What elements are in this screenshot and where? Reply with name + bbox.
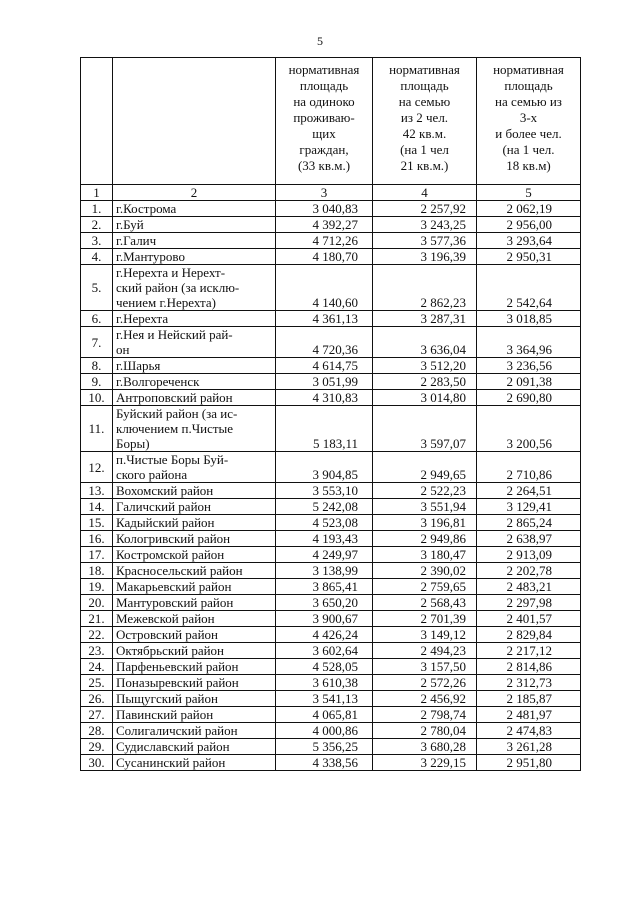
table-row (81, 390, 581, 406)
area-name: Островский район (113, 627, 276, 643)
column-number: 3 (276, 185, 373, 201)
header-line: проживаю- (293, 110, 355, 125)
area-name-line: Боры) (116, 436, 150, 451)
area-name: Павинский район (113, 707, 276, 723)
row-number: 15. (81, 515, 113, 531)
value-family-three: 2 217,12 (477, 643, 581, 659)
area-name: Межевской район (113, 611, 276, 627)
area-name: Макарьевский район (113, 579, 276, 595)
table-row (81, 327, 581, 358)
row-number: 12. (81, 452, 113, 483)
value-family-three: 2 913,09 (477, 547, 581, 563)
row-number: 13. (81, 483, 113, 499)
row-number: 23. (81, 643, 113, 659)
row-number: 3. (81, 233, 113, 249)
area-name-line: Буйский район (за ис- (116, 406, 238, 421)
value-family-three: 2 542,64 (477, 265, 581, 311)
area-name: Мантуровский район (113, 595, 276, 611)
value-family-two: 2 780,04 (373, 723, 477, 739)
value-family-two: 2 494,23 (373, 643, 477, 659)
row-number: 16. (81, 531, 113, 547)
value-family-three: 2 474,83 (477, 723, 581, 739)
table-row (81, 579, 581, 595)
area-name: Кадыйский район (113, 515, 276, 531)
header-line: (на 1 чел (400, 142, 449, 157)
value-single: 4 338,56 (276, 755, 373, 771)
table-row (81, 265, 581, 311)
value-family-three: 2 638,97 (477, 531, 581, 547)
table-row (81, 675, 581, 691)
value-family-three: 2 091,38 (477, 374, 581, 390)
value-family-two: 3 597,07 (373, 406, 477, 452)
table-row (81, 531, 581, 547)
header-cell-family-three (477, 58, 581, 185)
table-row (81, 691, 581, 707)
column-number: 1 (81, 185, 113, 201)
row-number: 1. (81, 201, 113, 217)
header-cell-number (81, 58, 113, 185)
area-name: г.Кострома (113, 201, 276, 217)
housing-cost-table (80, 57, 581, 771)
value-single: 4 180,70 (276, 249, 373, 265)
value-family-three: 2 950,31 (477, 249, 581, 265)
area-name: Костромской район (113, 547, 276, 563)
area-name-line: ский район (за исклю- (116, 280, 240, 295)
area-name (113, 406, 276, 452)
value-family-three: 3 293,64 (477, 233, 581, 249)
area-name (113, 265, 276, 311)
area-name: Солигаличский район (113, 723, 276, 739)
value-family-three: 2 062,19 (477, 201, 581, 217)
header-line: 42 кв.м. (402, 126, 447, 141)
table-row (81, 374, 581, 390)
row-number: 26. (81, 691, 113, 707)
area-name: г.Буй (113, 217, 276, 233)
value-family-two: 2 522,23 (373, 483, 477, 499)
table-row (81, 563, 581, 579)
area-name: Парфеньевский район (113, 659, 276, 675)
row-number: 9. (81, 374, 113, 390)
area-name: Кологривский район (113, 531, 276, 547)
header-line: на семью (398, 94, 451, 109)
area-name: Сусанинский район (113, 755, 276, 771)
value-family-two: 3 636,04 (373, 327, 477, 358)
value-family-two: 2 568,43 (373, 595, 477, 611)
value-family-two: 2 862,23 (373, 265, 477, 311)
row-number: 6. (81, 311, 113, 327)
row-number: 8. (81, 358, 113, 374)
row-number: 11. (81, 406, 113, 452)
value-single: 5 356,25 (276, 739, 373, 755)
value-family-three: 2 814,86 (477, 659, 581, 675)
value-family-two: 3 157,50 (373, 659, 477, 675)
value-family-three: 2 483,21 (477, 579, 581, 595)
value-family-two: 2 257,92 (373, 201, 477, 217)
value-family-two: 3 229,15 (373, 755, 477, 771)
value-family-three: 2 185,87 (477, 691, 581, 707)
table-row (81, 483, 581, 499)
table-row (81, 547, 581, 563)
header-line: граждан, (299, 142, 349, 157)
value-family-two: 3 149,12 (373, 627, 477, 643)
header-cell-single (276, 58, 373, 185)
area-name: Галичский район (113, 499, 276, 515)
value-family-three: 2 264,51 (477, 483, 581, 499)
table-header-row (81, 58, 581, 185)
area-name-line: г.Нея и Нейский рай- (116, 327, 233, 342)
table-row (81, 739, 581, 755)
value-family-two: 3 551,94 (373, 499, 477, 515)
value-single: 4 426,24 (276, 627, 373, 643)
value-family-two: 2 456,92 (373, 691, 477, 707)
value-family-two: 2 759,65 (373, 579, 477, 595)
value-family-three: 2 202,78 (477, 563, 581, 579)
value-family-three: 3 261,28 (477, 739, 581, 755)
value-single: 4 614,75 (276, 358, 373, 374)
value-single: 4 528,05 (276, 659, 373, 675)
value-single: 4 720,36 (276, 327, 373, 358)
value-family-three: 3 364,96 (477, 327, 581, 358)
row-number: 4. (81, 249, 113, 265)
row-number: 22. (81, 627, 113, 643)
table-row (81, 233, 581, 249)
value-family-three: 3 200,56 (477, 406, 581, 452)
header-line: (на 1 чел. (502, 142, 555, 157)
value-family-two: 2 798,74 (373, 707, 477, 723)
value-family-two: 3 196,39 (373, 249, 477, 265)
header-line: на одиноко (293, 94, 355, 109)
row-number: 29. (81, 739, 113, 755)
value-single: 3 138,99 (276, 563, 373, 579)
area-name-line: ключением п.Чистые (116, 421, 234, 436)
row-number: 5. (81, 265, 113, 311)
row-number: 21. (81, 611, 113, 627)
table-row (81, 707, 581, 723)
value-single: 3 900,67 (276, 611, 373, 627)
table-row (81, 452, 581, 483)
value-family-two: 2 949,86 (373, 531, 477, 547)
header-line: щих (312, 126, 336, 141)
column-number: 2 (113, 185, 276, 201)
header-line: нормативная (389, 62, 460, 77)
table-row (81, 499, 581, 515)
header-cell-family-two (373, 58, 477, 185)
value-family-two: 2 949,65 (373, 452, 477, 483)
row-number: 10. (81, 390, 113, 406)
header-line: площадь (299, 78, 349, 93)
area-name-line: ского района (116, 467, 188, 482)
table-row (81, 611, 581, 627)
table-row (81, 515, 581, 531)
header-line: на семью из (495, 94, 562, 109)
value-family-three: 3 018,85 (477, 311, 581, 327)
value-single: 3 610,38 (276, 675, 373, 691)
area-name-line: г.Нерехта и Нерехт- (116, 265, 226, 280)
value-family-two: 3 196,81 (373, 515, 477, 531)
value-family-three: 2 690,80 (477, 390, 581, 406)
row-number: 18. (81, 563, 113, 579)
area-name: г.Галич (113, 233, 276, 249)
table-row (81, 201, 581, 217)
row-number: 30. (81, 755, 113, 771)
column-number: 5 (477, 185, 581, 201)
area-name-line: он (116, 342, 130, 357)
value-single: 3 040,83 (276, 201, 373, 217)
row-number: 27. (81, 707, 113, 723)
table-row (81, 311, 581, 327)
value-single: 4 712,26 (276, 233, 373, 249)
value-single: 4 000,86 (276, 723, 373, 739)
table-row (81, 755, 581, 771)
header-cell-name (113, 58, 276, 185)
value-family-two: 3 680,28 (373, 739, 477, 755)
row-number: 19. (81, 579, 113, 595)
value-family-two: 2 283,50 (373, 374, 477, 390)
value-family-three: 2 401,57 (477, 611, 581, 627)
table-row (81, 723, 581, 739)
value-single: 4 065,81 (276, 707, 373, 723)
area-name: Вохомский район (113, 483, 276, 499)
column-numbers-row (81, 185, 581, 201)
table-row (81, 595, 581, 611)
value-single: 3 541,13 (276, 691, 373, 707)
row-number: 20. (81, 595, 113, 611)
row-number: 2. (81, 217, 113, 233)
value-family-three: 2 951,80 (477, 755, 581, 771)
header-line: 3-х (519, 110, 538, 125)
value-single: 4 361,13 (276, 311, 373, 327)
area-name: Судиславский район (113, 739, 276, 755)
value-family-three: 3 236,56 (477, 358, 581, 374)
area-name: г.Волгореченск (113, 374, 276, 390)
value-single: 4 523,08 (276, 515, 373, 531)
area-name-line: чением г.Нерехта) (116, 295, 216, 310)
row-number: 25. (81, 675, 113, 691)
area-name: Пыщугский район (113, 691, 276, 707)
table-row (81, 217, 581, 233)
area-name: г.Шарья (113, 358, 276, 374)
value-single: 3 904,85 (276, 452, 373, 483)
value-family-two: 2 390,02 (373, 563, 477, 579)
value-family-three: 3 129,41 (477, 499, 581, 515)
header-line: 18 кв.м) (506, 158, 551, 173)
value-family-two: 3 180,47 (373, 547, 477, 563)
value-family-three: 2 956,00 (477, 217, 581, 233)
value-family-two: 3 243,25 (373, 217, 477, 233)
value-single: 3 553,10 (276, 483, 373, 499)
area-name: г.Нерехта (113, 311, 276, 327)
table-row (81, 627, 581, 643)
row-number: 7. (81, 327, 113, 358)
area-name (113, 452, 276, 483)
value-family-two: 2 572,26 (373, 675, 477, 691)
row-number: 17. (81, 547, 113, 563)
value-single: 4 140,60 (276, 265, 373, 311)
value-single: 4 249,97 (276, 547, 373, 563)
value-single: 3 051,99 (276, 374, 373, 390)
table-row (81, 358, 581, 374)
value-single: 3 865,41 (276, 579, 373, 595)
value-family-two: 3 014,80 (373, 390, 477, 406)
header-line: из 2 чел. (400, 110, 449, 125)
value-family-two: 3 512,20 (373, 358, 477, 374)
value-family-three: 2 312,73 (477, 675, 581, 691)
page-number: 5 (317, 34, 323, 48)
row-number: 14. (81, 499, 113, 515)
table-row (81, 659, 581, 675)
header-line: нормативная (288, 62, 360, 77)
value-single: 3 602,64 (276, 643, 373, 659)
value-family-three: 2 829,84 (477, 627, 581, 643)
area-name: Октябрьский район (113, 643, 276, 659)
table-row (81, 643, 581, 659)
header-line: (33 кв.м.) (297, 158, 351, 173)
row-number: 28. (81, 723, 113, 739)
header-line: площадь (504, 78, 553, 93)
area-name-line: п.Чистые Боры Буй- (116, 452, 229, 467)
header-line: и более чел. (495, 126, 562, 141)
value-single: 4 392,27 (276, 217, 373, 233)
area-name (113, 327, 276, 358)
header-line: нормативная (493, 62, 564, 77)
value-single: 4 310,83 (276, 390, 373, 406)
value-family-two: 2 701,39 (373, 611, 477, 627)
table-row (81, 406, 581, 452)
value-single: 4 193,43 (276, 531, 373, 547)
area-name: Красносельский район (113, 563, 276, 579)
area-name: г.Мантурово (113, 249, 276, 265)
value-family-three: 2 481,97 (477, 707, 581, 723)
header-line: площадь (400, 78, 449, 93)
value-single: 5 183,11 (276, 406, 373, 452)
column-number: 4 (373, 185, 477, 201)
value-single: 3 650,20 (276, 595, 373, 611)
value-family-two: 3 577,36 (373, 233, 477, 249)
area-name: Поназыревский район (113, 675, 276, 691)
value-family-three: 2 710,86 (477, 452, 581, 483)
row-number: 24. (81, 659, 113, 675)
value-family-three: 2 865,24 (477, 515, 581, 531)
value-single: 5 242,08 (276, 499, 373, 515)
table-row (81, 249, 581, 265)
value-family-three: 2 297,98 (477, 595, 581, 611)
area-name: Антроповский район (113, 390, 276, 406)
header-line: 21 кв.м.) (400, 158, 449, 173)
value-family-two: 3 287,31 (373, 311, 477, 327)
